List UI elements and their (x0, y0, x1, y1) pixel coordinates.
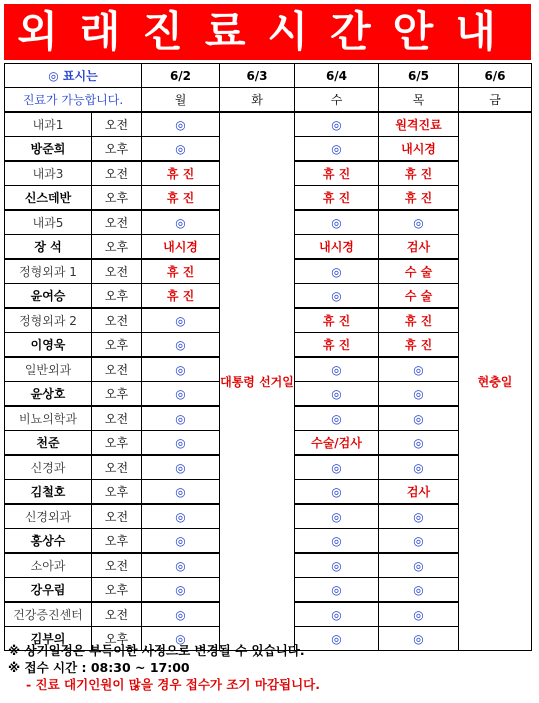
slot-mon: ◎ (142, 210, 220, 235)
dept-name: 정형외과 1 (5, 259, 92, 284)
dept-name: 비뇨의학과 (5, 406, 92, 431)
slot-mon: ◎ (142, 504, 220, 529)
pm-label: 오후 (92, 529, 142, 554)
doctor-name: 신스데반 (5, 186, 92, 211)
slot-thu: ◎ (379, 382, 459, 407)
slot-mon: ◎ (142, 137, 220, 162)
am-label: 오전 (92, 504, 142, 529)
slot-wed: ◎ (295, 578, 379, 603)
slot-mon: 휴 진 (142, 186, 220, 211)
am-label: 오전 (92, 406, 142, 431)
header-date-row (5, 64, 532, 88)
am-label: 오전 (92, 602, 142, 627)
pm-label: 오후 (92, 480, 142, 505)
slot-thu: 휴 진 (379, 161, 459, 186)
note-reception-hours: ※ 접수 시간 : 08:30 ~ 17:00 (8, 660, 190, 675)
date-mon: 6/2 (142, 64, 220, 88)
slot-thu: 수 술 (379, 259, 459, 284)
weekday-wed: 수 (295, 88, 379, 113)
dept-name: 내과3 (5, 161, 92, 186)
slot-wed: 휴 진 (295, 333, 379, 358)
slot-wed: ◎ (295, 627, 379, 651)
legend-line-2: 진료가 가능합니다. (5, 88, 142, 113)
slot-wed: ◎ (295, 112, 379, 137)
pm-label: 오후 (92, 137, 142, 162)
slot-wed: ◎ (295, 504, 379, 529)
slot-wed: 휴 진 (295, 161, 379, 186)
doctor-name: 방준희 (5, 137, 92, 162)
slot-thu: ◎ (379, 357, 459, 382)
slot-mon: ◎ (142, 357, 220, 382)
slot-thu: ◎ (379, 455, 459, 480)
slot-thu: ◎ (379, 210, 459, 235)
slot-thu: ◎ (379, 504, 459, 529)
dept-name: 신경과 (5, 455, 92, 480)
doctor-name: 천준 (5, 431, 92, 456)
slot-mon: ◎ (142, 578, 220, 603)
slot-mon: 휴 진 (142, 284, 220, 309)
holiday-tue: 대통령 선거일 (220, 112, 295, 651)
dept-name: 소아과 (5, 553, 92, 578)
slot-mon: ◎ (142, 406, 220, 431)
dept-name: 내과5 (5, 210, 92, 235)
pm-label: 오후 (92, 627, 142, 651)
slot-wed: 수술/검사 (295, 431, 379, 456)
slot-wed: ◎ (295, 259, 379, 284)
slot-mon: ◎ (142, 382, 220, 407)
doctor-name: 윤여승 (5, 284, 92, 309)
slot-thu: 휴 진 (379, 308, 459, 333)
slot-thu: ◎ (379, 406, 459, 431)
dept-name: 건강증진센터 (5, 602, 92, 627)
pm-label: 오후 (92, 186, 142, 211)
notes (8, 642, 320, 693)
pm-label: 오후 (92, 284, 142, 309)
slot-thu: ◎ (379, 431, 459, 456)
slot-thu: 원격진료 (379, 112, 459, 137)
doctor-name: 이영욱 (5, 333, 92, 358)
pm-label: 오후 (92, 382, 142, 407)
slot-mon: ◎ (142, 602, 220, 627)
slot-mon: ◎ (142, 333, 220, 358)
dept-name: 신경외과 (5, 504, 92, 529)
slot-wed: ◎ (295, 406, 379, 431)
am-label: 오전 (92, 112, 142, 137)
note-change-notice: ※ 상기일정은 부득이한 사정으로 변경될 수 있습니다. (8, 643, 305, 658)
doctor-name: 윤상호 (5, 382, 92, 407)
date-thu: 6/5 (379, 64, 459, 88)
slot-mon: ◎ (142, 480, 220, 505)
doctor-name: 김철호 (5, 480, 92, 505)
slot-thu: ◎ (379, 627, 459, 651)
am-label: 오전 (92, 161, 142, 186)
pm-label: 오후 (92, 333, 142, 358)
page-title: 외래진료시간안내 (4, 4, 531, 60)
slot-thu: ◎ (379, 553, 459, 578)
am-label: 오전 (92, 259, 142, 284)
doctor-name: 홍상수 (5, 529, 92, 554)
slot-mon: ◎ (142, 529, 220, 554)
slot-thu: 휴 진 (379, 333, 459, 358)
schedule-body (5, 64, 532, 651)
am-label: 오전 (92, 357, 142, 382)
am-label: 오전 (92, 553, 142, 578)
legend-line-1: ◎ 표시는 (5, 64, 142, 88)
am-label: 오전 (92, 455, 142, 480)
slot-mon: ◎ (142, 112, 220, 137)
slot-thu: 검사 (379, 235, 459, 260)
pm-label: 오후 (92, 235, 142, 260)
date-tue: 6/3 (220, 64, 295, 88)
slot-wed: ◎ (295, 357, 379, 382)
dept-name: 정형외과 2 (5, 308, 92, 333)
table-row (5, 112, 532, 137)
slot-thu: 휴 진 (379, 186, 459, 211)
doctor-name: 강우림 (5, 578, 92, 603)
slot-wed: ◎ (295, 210, 379, 235)
slot-thu: ◎ (379, 529, 459, 554)
doctor-name: 장 석 (5, 235, 92, 260)
header-weekday-row (5, 88, 532, 113)
dept-name: 일반외과 (5, 357, 92, 382)
pm-label: 오후 (92, 578, 142, 603)
slot-mon: ◎ (142, 308, 220, 333)
weekday-thu: 목 (379, 88, 459, 113)
slot-wed: ◎ (295, 602, 379, 627)
weekday-fri: 금 (459, 88, 532, 113)
slot-mon: ◎ (142, 431, 220, 456)
slot-mon: 휴 진 (142, 259, 220, 284)
slot-thu: ◎ (379, 578, 459, 603)
slot-thu: 검사 (379, 480, 459, 505)
slot-wed: 휴 진 (295, 308, 379, 333)
slot-wed: ◎ (295, 529, 379, 554)
holiday-fri: 현충일 (459, 112, 532, 651)
slot-wed: ◎ (295, 284, 379, 309)
slot-wed: ◎ (295, 480, 379, 505)
slot-wed: ◎ (295, 137, 379, 162)
am-label: 오전 (92, 210, 142, 235)
slot-mon: ◎ (142, 553, 220, 578)
slot-mon: 휴 진 (142, 161, 220, 186)
am-label: 오전 (92, 308, 142, 333)
doctor-name: 김부의 (5, 627, 92, 651)
slot-mon: ◎ (142, 627, 220, 651)
slot-wed: ◎ (295, 455, 379, 480)
pm-label: 오후 (92, 431, 142, 456)
weekday-tue: 화 (220, 88, 295, 113)
date-wed: 6/4 (295, 64, 379, 88)
slot-mon: 내시경 (142, 235, 220, 260)
slot-mon: ◎ (142, 455, 220, 480)
slot-wed: ◎ (295, 382, 379, 407)
slot-thu: 수 술 (379, 284, 459, 309)
dept-name: 내과1 (5, 112, 92, 137)
date-fri: 6/6 (459, 64, 532, 88)
weekday-mon: 월 (142, 88, 220, 113)
slot-wed: 휴 진 (295, 186, 379, 211)
slot-wed: 내시경 (295, 235, 379, 260)
slot-wed: ◎ (295, 553, 379, 578)
slot-thu: 내시경 (379, 137, 459, 162)
slot-thu: ◎ (379, 602, 459, 627)
note-early-close: - 진료 대기인원이 많을 경우 접수가 조기 마감됩니다. (26, 677, 320, 692)
schedule-table (4, 63, 532, 651)
